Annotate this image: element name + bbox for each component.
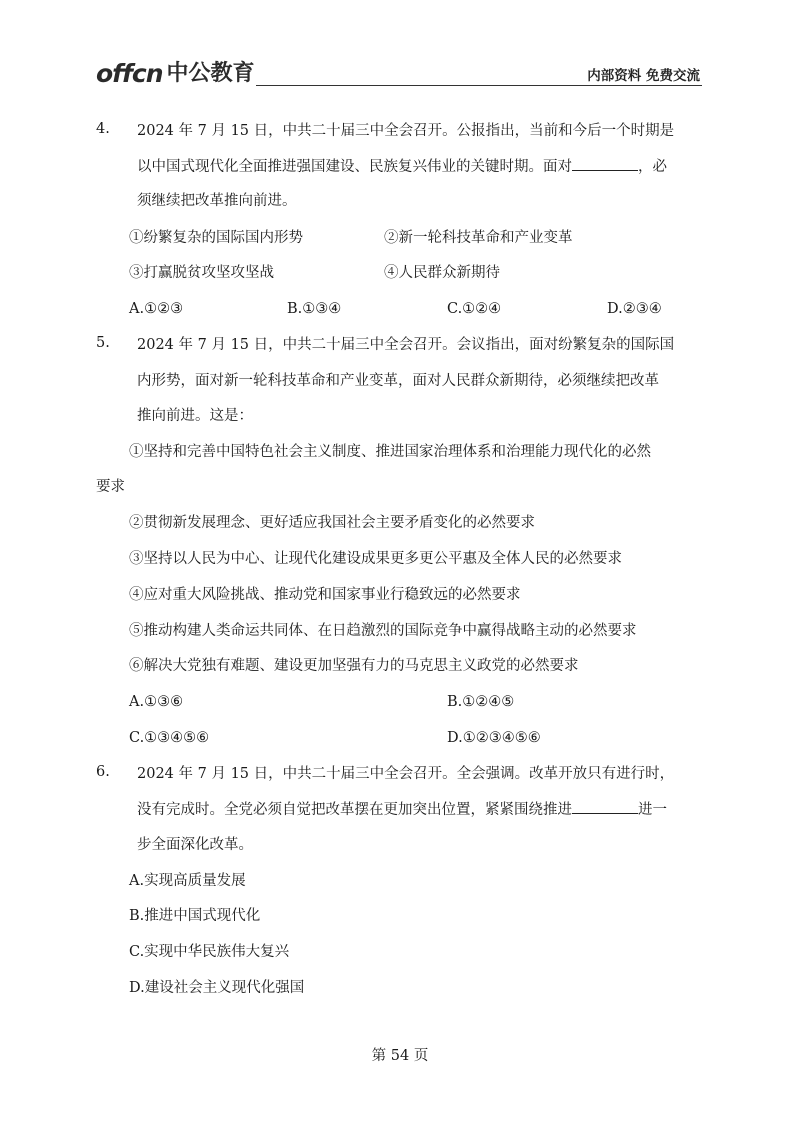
q6-stem-line1: 2024 年 7 月 15 日，中共二十届三中全会召开。全会强调。改革开放只有进行时， [137,766,675,782]
q5-item-5: ⑤推动构建人类命运共同体、在日趋激烈的国际竞争中赢得战略主动的必然要求 [129,623,637,639]
q4-stem-line2-text: 以中国式现代化全面推进强国建设、民族复兴伟业的关键时期。面对 [137,159,572,175]
q6-blank [572,799,638,814]
q5-item-3: ③坚持以人民为中心、让现代化建设成果更多更公平惠及全体人民的必然要求 [129,551,622,567]
q6-number: 6. [96,764,110,780]
q6-option-a[interactable]: A.实现高质量发展 [129,873,246,889]
q4-stem-line2-after: ，必 [638,159,667,175]
q5-option-a[interactable]: A.①③⑥ [129,694,184,710]
q4-blank [572,156,638,171]
q5-stem-line3: 推向前进。这是： [137,408,253,424]
q4-number: 4. [96,121,110,137]
q6-stem-line3: 步全面深化改革。 [137,837,253,853]
q4-stem-line3: 须继续把改革推向前进。 [137,193,297,209]
header-divider [256,85,702,86]
q5-number: 5. [96,335,110,351]
q5-item-1: ①坚持和完善中国特色社会主义制度、推进国家治理体系和治理能力现代化的必然 [129,444,651,460]
logo-text: offcn [96,59,163,88]
header-note: 内部资料 免费交流 [587,68,700,84]
q4-stem-line2 [137,156,667,177]
q4-option-c[interactable]: C.①②④ [447,301,502,317]
page-number: 第 54 页 [371,1048,429,1064]
q5-item-1-cont: 要求 [96,479,125,495]
q6-stem-line2-after: 进一 [638,802,667,818]
q4-stem-line1: 2024 年 7 月 15 日，中共二十届三中全会召开。公报指出，当前和今后一个时期是 [137,123,675,139]
page-header [96,58,702,88]
q6-option-d[interactable]: D.建设社会主义现代化强国 [129,980,305,996]
q5-item-6: ⑥解决大党独有难题、建设更加坚强有力的马克思主义政党的必然要求 [129,658,579,674]
offcn-logo [96,58,255,88]
q5-item-2: ②贯彻新发展理念、更好适应我国社会主要矛盾变化的必然要求 [129,515,535,531]
q5-item-4: ④应对重大风险挑战、推动党和国家事业行稳致远的必然要求 [129,587,521,603]
q6-option-c[interactable]: C.实现中华民族伟大复兴 [129,944,290,960]
q5-stem-line2: 内形势，面对新一轮科技革命和产业变革，面对人民群众新期待，必须继续把改革 [137,373,659,389]
q5-option-d[interactable]: D.①②③④⑤⑥ [447,730,541,746]
q4-item-2: ②新一轮科技革命和产业变革 [384,230,573,246]
q5-option-c[interactable]: C.①③④⑤⑥ [129,730,210,746]
logo-cn-text: 中公教育 [166,61,255,86]
q6-stem-line2 [137,799,667,820]
q4-item-1: ①纷繁复杂的国际国内形势 [129,230,303,246]
q6-stem-line2-text: 没有完成时。全党必须自觉把改革摆在更加突出位置，紧紧围绕推进 [137,802,572,818]
q6-option-b[interactable]: B.推进中国式现代化 [129,908,261,924]
q5-stem-line1: 2024 年 7 月 15 日，中共二十届三中全会召开。会议指出，面对纷繁复杂的国际国 [137,337,675,353]
q4-option-a[interactable]: A.①②③ [129,301,184,317]
q5-option-b[interactable]: B.①②④⑤ [447,694,515,710]
q4-item-4: ④人民群众新期待 [384,265,500,281]
q4-option-d[interactable]: D.②③④ [607,301,662,317]
q4-item-3: ③打赢脱贫攻坚攻坚战 [129,265,274,281]
q4-option-b[interactable]: B.①③④ [287,301,342,317]
